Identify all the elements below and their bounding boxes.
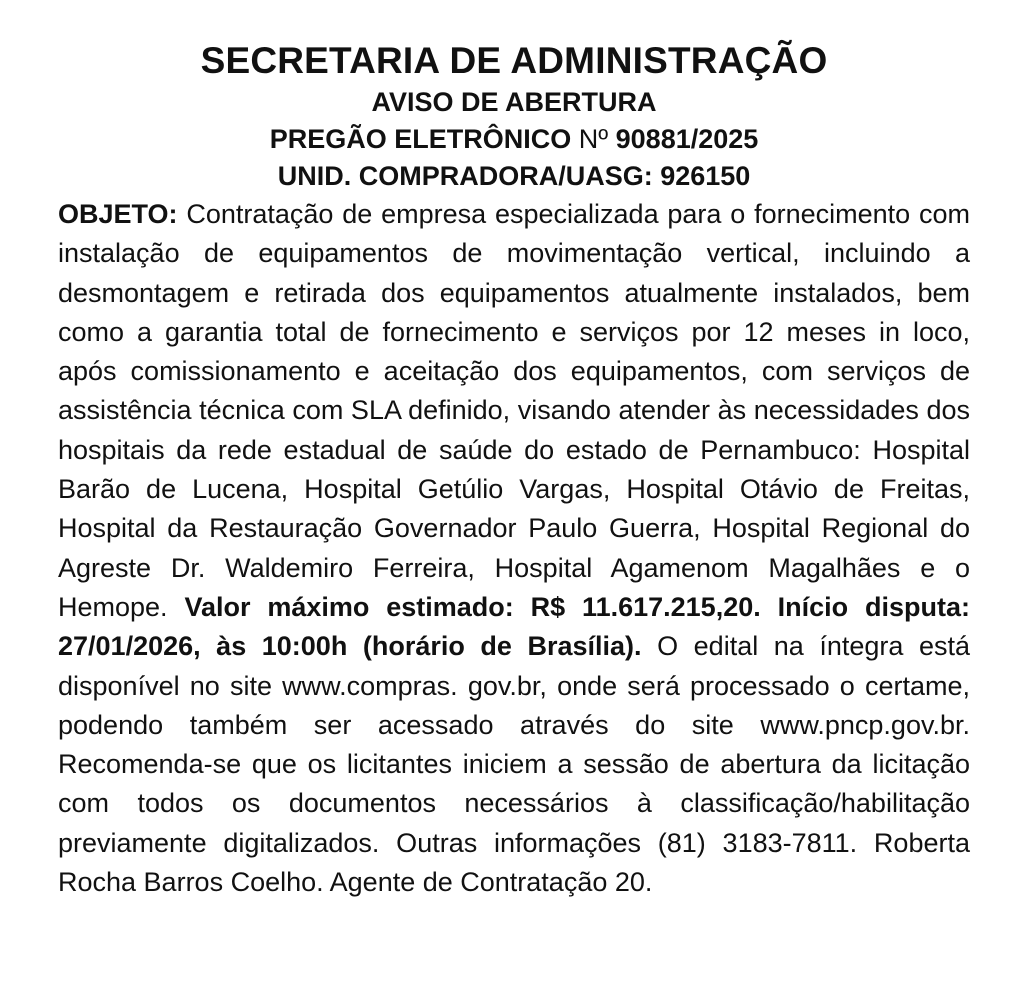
secretaria-title: SECRETARIA DE ADMINISTRAÇÃO xyxy=(200,40,828,81)
objeto-label: OBJETO: xyxy=(58,199,178,229)
pregao-prefix: PREGÃO ELETRÔNICO xyxy=(269,124,572,154)
pregao-number-sign: Nº xyxy=(578,124,609,154)
objeto-text: Contratação de empresa especializada para o fornecimento com instalação de equipamentos de movimentação vertical, incluindo a desmontagem e retirada dos equipamentos atualmente instalados, bem como a garantia total de fornecimento e serviços por 12 meses in loco, após comissionamento e aceitação dos equipamentos, com serviços de assistência técnica com SLA definido, visando atender às necessidades dos hospitais da rede estadual de saúde do estado de Pernambuco: Hospital Barão de Lucena, Hospital Getúlio Vargas, Hospital Otávio de Freitas, Hospital da Restauração Governador Paulo Guerra, Hospital Regional do Agreste Dr. Waldemiro Ferreira, Hospital Agamenom Magalhães e o Hemope. xyxy=(58,199,970,622)
notice-heading: AVISO DE ABERTURA xyxy=(371,87,657,117)
uasg-heading: UNID. COMPRADORA/UASG: 926150 xyxy=(277,161,751,191)
notice-body xyxy=(58,195,970,902)
pregao-number: 90881/2025 xyxy=(615,124,759,154)
valor-disputa-text: Valor máximo estimado: R$ 11.617.215,20. Início disputa: 27/01/2026, às 10:00h (horário de Brasília). xyxy=(58,591,970,662)
pregao-heading xyxy=(58,121,970,158)
closing-text: O edital na íntegra está disponível no site www.compras. gov.br, onde será processado o certame, podendo também ser acessado através do site www.pncp.gov.br. Recomenda-se que os licitantes iniciem a sessão de abertura da licitação com todos os documentos necessários à classificação/habilitação previamente digitalizados. Outras informações (81) 3183-7811. Roberta Rocha Barros Coelho. Agente de Contratação 20. xyxy=(58,631,970,898)
